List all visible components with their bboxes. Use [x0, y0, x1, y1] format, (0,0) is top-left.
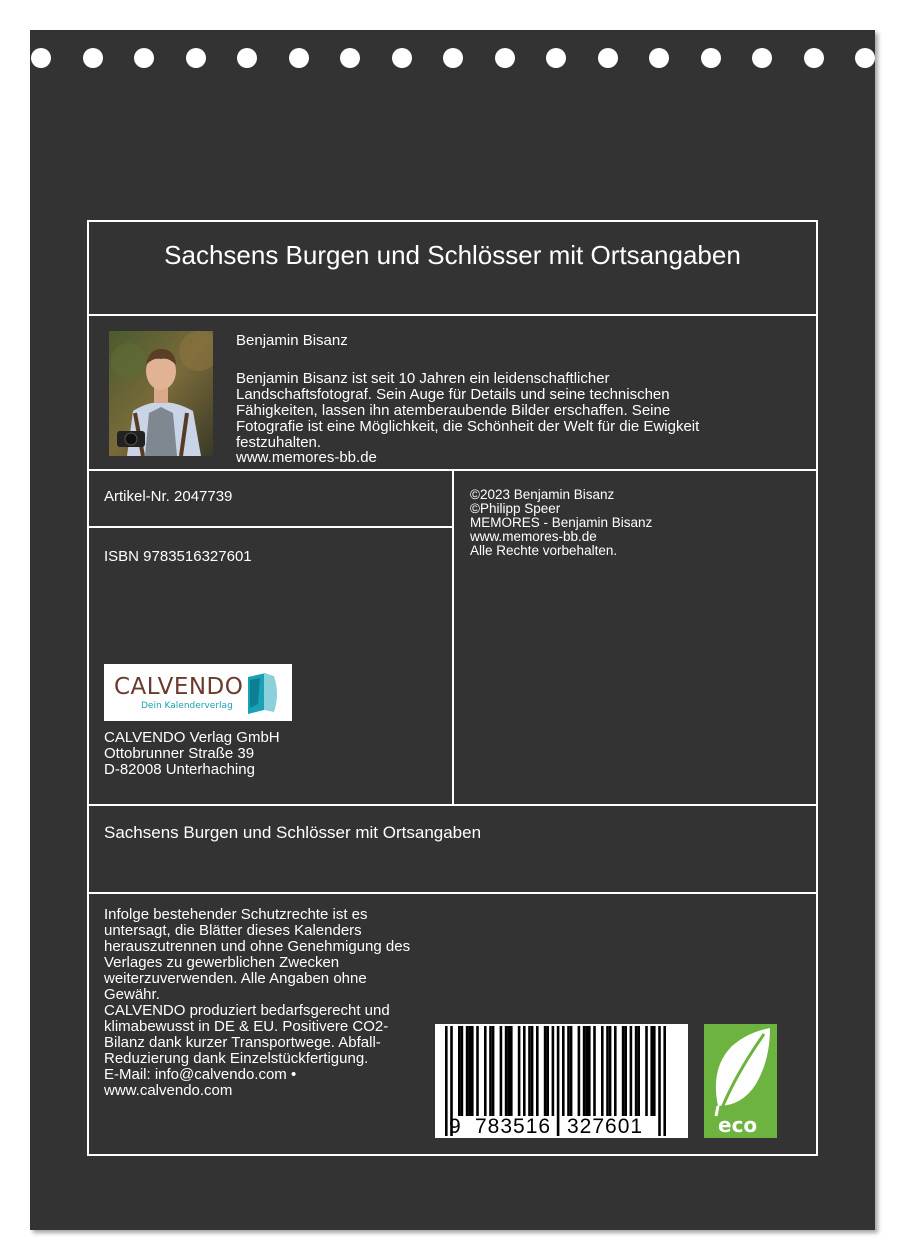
barcode-bar: [471, 1026, 474, 1116]
binding-hole: [237, 48, 257, 68]
eco-label: eco: [718, 1113, 758, 1137]
barcode-bar: [609, 1026, 612, 1116]
binding-hole: [186, 48, 206, 68]
barcode-bar: [606, 1026, 609, 1116]
binding-hole: [340, 48, 360, 68]
barcode-digits-right: 327601: [567, 1115, 644, 1138]
barcode-bar: [567, 1026, 570, 1116]
page-title: Sachsens Burgen und Schlösser mit Ortsangaben: [164, 240, 741, 270]
author-name: Benjamin Bisanz: [236, 332, 348, 349]
calvendo-logo: [104, 664, 292, 721]
binding-hole: [701, 48, 721, 68]
barcode-bar: [523, 1026, 526, 1116]
barcode-bar: [476, 1026, 479, 1116]
binding-hole: [546, 48, 566, 68]
isbn-barcode: [435, 1024, 688, 1138]
barcode-bar: [583, 1026, 586, 1116]
logo-tagline: Dein Kalenderverlag: [141, 701, 233, 711]
binding-hole: [134, 48, 154, 68]
barcode-bar: [445, 1026, 448, 1136]
barcode-bar: [658, 1026, 661, 1136]
barcode-bar: [588, 1026, 591, 1116]
barcode-bar: [492, 1026, 495, 1116]
barcode-bar: [461, 1026, 464, 1116]
barcode-bar: [468, 1026, 471, 1116]
binding-hole: [649, 48, 669, 68]
barcode-bar: [614, 1026, 617, 1116]
publisher-address: CALVENDO Verlag GmbH Ottobrunner Straße 39 D-82008 Unterhaching: [104, 729, 280, 778]
barcode-bar: [585, 1026, 588, 1116]
barcode-bar: [557, 1026, 560, 1136]
binding-hole: [31, 48, 51, 68]
eco-leaf-icon: [704, 1024, 777, 1138]
author-photo: [109, 331, 213, 456]
binding-hole: [598, 48, 618, 68]
isbn: ISBN 9783516327601: [104, 548, 252, 565]
barcode-bar: [546, 1026, 549, 1116]
barcode-bar: [637, 1026, 640, 1116]
barcode-bar: [531, 1026, 534, 1116]
barcode-bar: [510, 1026, 513, 1116]
barcode-bar: [528, 1026, 531, 1116]
binding-hole: [392, 48, 412, 68]
barcode-bar: [489, 1026, 492, 1116]
barcode-bar: [458, 1026, 461, 1116]
barcode-bar: [505, 1026, 508, 1116]
binding-hole: [443, 48, 463, 68]
barcode-bar: [593, 1026, 596, 1116]
barcode-bar: [630, 1026, 633, 1116]
barcode-bar: [500, 1026, 503, 1116]
barcode-digits-left: 783516: [475, 1115, 552, 1138]
barcode-bar: [484, 1026, 487, 1116]
author-website: www.memores-bb.de: [236, 449, 377, 466]
barcode-bar: [562, 1026, 565, 1116]
article-number: Artikel-Nr. 2047739: [104, 488, 233, 505]
barcode-bar: [663, 1026, 666, 1136]
barcode-bar: [578, 1026, 581, 1116]
barcode-bar: [518, 1026, 521, 1116]
barcode-bar: [507, 1026, 510, 1116]
barcode-bar: [570, 1026, 573, 1116]
barcode-bar: [635, 1026, 638, 1116]
copyright-text: ©2023 Benjamin Bisanz ©Philipp Speer MEMORES - Benjamin Bisanz www.memores-bb.de Alle Rechte vorbehalten.: [470, 487, 653, 558]
binding-hole: [289, 48, 309, 68]
barcode-bar: [622, 1026, 625, 1116]
author-bio: Benjamin Bisanz ist seit 10 Jahren ein leidenschaftlicher Landschaftsfotograf. Sein Auge für Details und seine technischen Fähigkeiten, lassen ihn atemberaubende Bilder erschaffen. Seine Fotografie ist eine Möglichkeit, die Schönheit der Welt für die Ewigkeit festzuhalten.: [236, 370, 700, 451]
legal-notice: Infolge bestehender Schutzrechte ist es untersagt, die Blätter dieses Kalenders herauszutrennen und ohne Genehmigung des Verlages zu gewerblichen Zwecken weiterzuverwenden. Alle Angaben ohne Gewähr. CALVENDO produziert bedarfsgerecht und klimabewusst in DE & EU. Positivere CO2- Bilanz dank kurzer Transportwege. Abfall- Reduzierung dank Einzelstückfertigung. E-Mail: info@calvendo.com • www.calvendo.com: [104, 906, 411, 1099]
binding-hole: [752, 48, 772, 68]
barcode-bar: [645, 1026, 648, 1116]
barcode-bar: [624, 1026, 627, 1116]
binding-hole: [804, 48, 824, 68]
binding-hole: [495, 48, 515, 68]
subtitle: Sachsens Burgen und Schlösser mit Ortsangaben: [104, 823, 482, 842]
barcode-bar: [466, 1026, 469, 1116]
barcode-bar: [650, 1026, 653, 1116]
barcode-bar: [601, 1026, 604, 1116]
barcode-bar: [653, 1026, 656, 1116]
barcode-bar: [552, 1026, 555, 1116]
barcode-bar: [536, 1026, 539, 1116]
barcode-bar: [544, 1026, 547, 1116]
logo-wordmark: CALVENDO: [114, 674, 244, 700]
binding-hole: [855, 48, 875, 68]
binding-hole: [83, 48, 103, 68]
barcode-digit-first: 9: [449, 1115, 461, 1138]
subtitle-box: [87, 804, 818, 894]
